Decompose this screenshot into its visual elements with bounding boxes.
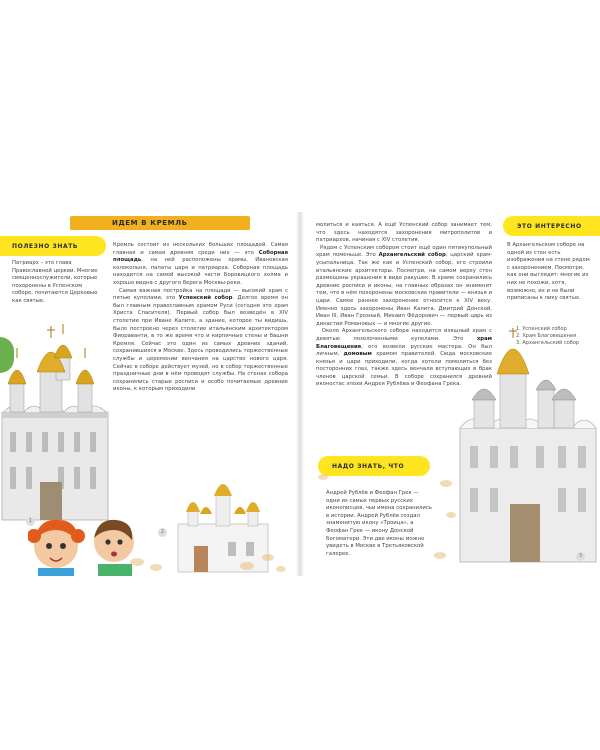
know-title: НАДО ЗНАТЬ, ЧТО bbox=[332, 463, 405, 470]
num-badge-3: 3 bbox=[576, 552, 585, 561]
interesting-text: В Архангельском соборе на одной из стен есть изображения на стене рядом с захоронением. Посмотри, как они выглядят: многие из них не похожи, хотя, возможно, их и не были приписаны к лику святых. bbox=[507, 242, 590, 302]
book-spread bbox=[0, 212, 600, 576]
tip-text: Патриарх – это глава Православной церкви. Многие священнослужители, которые похоронены в Успенском соборе, почитаются Церковью как святые. bbox=[12, 260, 98, 304]
children-illustration bbox=[28, 512, 138, 576]
stone-decoration bbox=[262, 554, 274, 561]
right-body-3: Около Архангельского собора находится изящный храм с девятью позолоченными куполами. Это bbox=[316, 328, 492, 342]
right-body-2: Рядом с Успенским собором стоит ещё один пятикупольный храм поменьше. Это bbox=[316, 244, 492, 259]
legend-item-3: 3. Архангельский собор bbox=[516, 340, 580, 346]
left-header-title: ИДЕМ В КРЕМЛЬ bbox=[112, 219, 188, 227]
know-text: Андрей Рублёв и Феофан Грек — одни из самых первых русских иконописцев, чьи имена сохранились в истории. Андрей Рублёв создал знаменитую икону «Троица», а Феофан Грек — икону Донской Богоматери. Эти две иконы можно увидеть в Москве в Третьяковской галерее. bbox=[326, 490, 432, 557]
left-body bbox=[113, 242, 288, 394]
right-body-3b: , его возвели русские мастера. Он был личным, bbox=[316, 343, 492, 358]
stone-decoration bbox=[318, 474, 328, 480]
right-body-3-bold: храм Благовещения bbox=[316, 335, 492, 350]
stone-decoration bbox=[440, 480, 452, 487]
stone-decoration bbox=[240, 562, 254, 570]
archangel-cathedral-illustration bbox=[454, 328, 600, 568]
right-body-3c: храмом правителей. Сюда московские князья и цари приходили, когда хотели помолиться без посторонних глаз, также здесь венчали вступающих в брак членов царской семьи. В соборе сохранился древний иконостас эпохи Андрея Рублёва и Феофана Грека. bbox=[316, 351, 492, 388]
right-body-1: молиться и каяться. А ещё Успенский собор занимает тем, что здесь находятся захоронения митрополитов и патриархов, начиная с XIV столетия. bbox=[316, 222, 492, 244]
left-body-1-bold: Соборная площадь bbox=[113, 249, 289, 264]
stone-decoration bbox=[150, 564, 162, 571]
stone-decoration bbox=[130, 558, 144, 566]
interesting-title: ЭТО ИНТЕРЕСНО bbox=[517, 223, 582, 230]
annunciation-cathedral-illustration bbox=[168, 474, 278, 574]
legend-item-1: 1. Успенский собор bbox=[516, 326, 567, 332]
tip-title: ПОЛЕЗНО ЗНАТЬ bbox=[12, 243, 79, 250]
stone-decoration bbox=[276, 566, 286, 572]
right-body-2b: , царский храм-усыпальница. Так же как и Успенский собор, его строили итальянские архитекторы. Посмотри, на самом верху стен размещены украшения в виде ракушек. В храме сохранились древние росписи и иконы, на главных образах он знаменит тем, что в нём похоронены московские правители — князья и цари. Самое раннее захоронение относится к XIV веку. Именно здесь захоронены Иван Калита, Дмитрий Донской, Иван III, Иван Грозный, Михаил Фёдорович — первый царь из династии Романовых — и многие другие. bbox=[316, 252, 492, 327]
legend-item-2: 2. Храм Благовещения bbox=[516, 333, 577, 339]
left-body-2: Самая важная постройка на площади — высокий храм с пятью куполами, это bbox=[113, 287, 288, 302]
left-body-2b: . Долгое время он был главным православным храмом Руси (сегодня это храм Христа Спасителя). Первый собор был возведён в XIV столетии при Иване Калите, а здание, которое ты видишь, было построено через столетие итальянским архитектором Фиораванти, в то же время что и кирпичные стены и башни Кремля. Сейчас это один из самых древних зданий, сохранившихся в Москве. Здесь проводились торжественные службы и церемонии венчания на царство нового царя. Сейчас в соборе действует музей, но в собор торжественные праздничные дни в нём проводят службы. На стенах собора сохранились старые росписи и особо почитаемые древние иконы, к которым приходили bbox=[113, 295, 288, 393]
left-body-2-bold: Успенский собор bbox=[178, 295, 233, 302]
num-badge-1: 1 bbox=[26, 517, 35, 526]
uspensky-cathedral-illustration bbox=[0, 322, 112, 528]
stone-decoration bbox=[434, 552, 446, 559]
right-body-2-bold: Архангельский собор bbox=[378, 252, 446, 259]
stone-decoration bbox=[446, 512, 456, 518]
right-body-3-bold2: домовым bbox=[343, 351, 372, 358]
num-badge-2: 2 bbox=[158, 528, 167, 537]
left-body-1: Кремль состоит из нескольких больших площадей. Самая главная и самая древняя среди них — это bbox=[113, 242, 288, 256]
left-body-1b: , на ней расположены храмы, Ивановская колокольня, палаты царя и патриарха. Соборная площадь находится на самой высокой части Боровицкого холма и хорошо видна с другого берега Москвы-реки. bbox=[113, 257, 288, 286]
page-gutter bbox=[296, 212, 304, 576]
